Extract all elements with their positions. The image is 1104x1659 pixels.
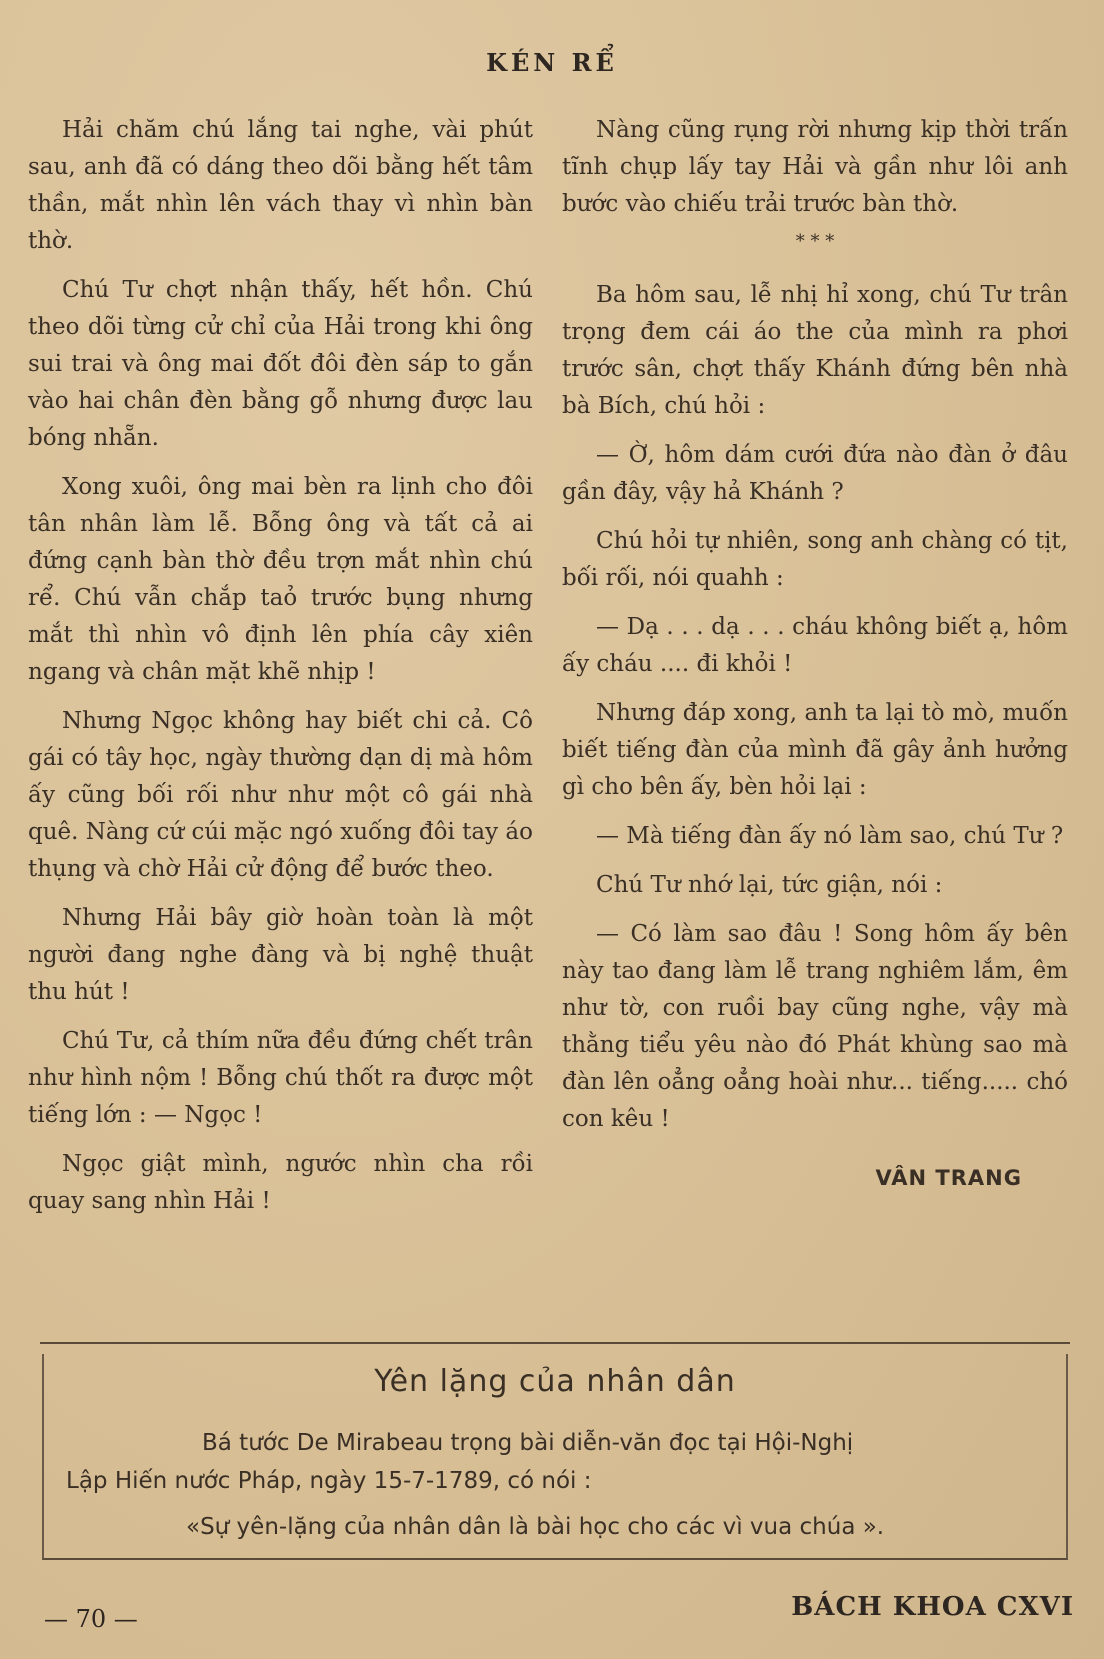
sidebar-box [42,1354,1068,1560]
paragraph: Nàng cũng rụng rời nhưng kịp thời trấn tĩnh chụp lấy tay Hải và gần như lôi anh bước vào chiếu trải trước bàn thờ. [562,117,1068,217]
paragraph: Ba hôm sau, lễ nhị hỉ xong, chú Tư trân trọng đem cái áo the của mình ra phơi trước sân, chợt thấy Khánh đứng bên nhà bà Bích, chú hỏi : [562,282,1068,419]
paragraph: Chú hỏi tự nhiên, song anh chàng có tịt, bối rối, nói quahh : [562,528,1068,591]
dialogue-line: — Mà tiếng đàn ấy nó làm sao, chú Tư ? [596,823,1064,849]
section-separator: * * * [795,231,835,252]
running-title: KÉN RỂ [486,48,618,77]
box-quote: «Sự yên-lặng của nhân dân là bài học cho các vì vua chúa ». [186,1514,885,1540]
paragraph: Nhưng Hải bây giờ hoàn toàn là một người đang nghe đàng và bị nghệ thuật thu hút ! [28,905,533,1005]
paragraph: Nhưng Ngọc không hay biết chi cả. Cô gái có tây học, ngày thường dạn dị mà hôm ấy cũng bối rối như như một cô gái nhà quê. Nàng cứ cúi mặc ngó xuống đôi tay áo thụng và chờ Hải cử động để bước theo. [28,708,533,882]
dialogue-line: — Ờ, hôm dám cưới đứa nào đàn ở đâu gần đây, vậy hả Khánh ? [562,442,1068,505]
journal-issue: BÁCH KHOA CXVI [791,1592,1074,1622]
box-line: Bá tước De Mirabeau trọng bài diễn-văn đọc tại Hội-Nghị [202,1430,854,1456]
paragraph: Chú Tư nhớ lại, tức giận, nói : [596,872,943,898]
box-title: Yên lặng của nhân dân [374,1364,736,1399]
dialogue-line: — Dạ . . . dạ . . . cháu không biết ạ, hôm ấy cháu .... đi khỏi ! [562,614,1068,677]
box-body [66,1424,1046,1546]
paragraph: Hải chăm chú lắng tai nghe, vài phút sau, anh đã có dáng theo dõi bằng hết tâm thần, mắt nhìn lên vách thay vì nhìn bàn thờ. [28,117,533,254]
box-top-rule [40,1342,1070,1344]
paragraph: Chú Tư, cả thím nữa đều đứng chết trân như hình nộm ! Bỗng chú thốt ra được một tiếng lớn : — Ngọc ! [28,1028,533,1128]
page-number: — 70 — [44,1605,138,1633]
box-line: Lập Hiến nước Pháp, ngày 15-7-1789, có nói : [66,1468,592,1494]
paragraph: Nhưng đáp xong, anh ta lại tò mò, muốn biết tiếng đàn của mình đã gây ảnh hưởng gì cho bên ấy, bèn hỏi lại : [562,700,1068,800]
paragraph: Xong xuôi, ông mai bèn ra lịnh cho đôi tân nhân làm lễ. Bỗng ông và tất cả ai đứng cạnh bàn thờ đều trợn mắt nhìn chú rể. Chú vẫn chắp taỏ trước bụng nhưng mắt thì nhìn vô định lên phía cây xiên ngang và chân mặt khẽ nhịp ! [28,474,533,685]
dialogue-line: — Có làm sao đâu ! Song hôm ấy bên này tao đang làm lễ trang nghiêm lắm, êm như tờ, con ruồi bay cũng nghe, vậy mà thằng tiểu yêu nào đó Phát khùng sao mà đàn lên oẳng oẳng hoài như... tiếng..... chó con kêu ! [562,921,1068,1132]
author-signature: VÂN TRANG [875,1166,1022,1190]
paragraph: Ngọc giật mình, ngước nhìn cha rồi quay sang nhìn Hải ! [28,1151,533,1214]
right-column [562,112,1068,1197]
paragraph: Chú Tư chợt nhận thấy, hết hồn. Chú theo dõi từng cử chỉ của Hải trong khi ông sui trai và ông mai đốt đôi đèn sáp to gắn vào hai chân đèn bằng gỗ nhưng được lau bóng nhẵn. [28,277,533,451]
left-column [28,112,533,1232]
